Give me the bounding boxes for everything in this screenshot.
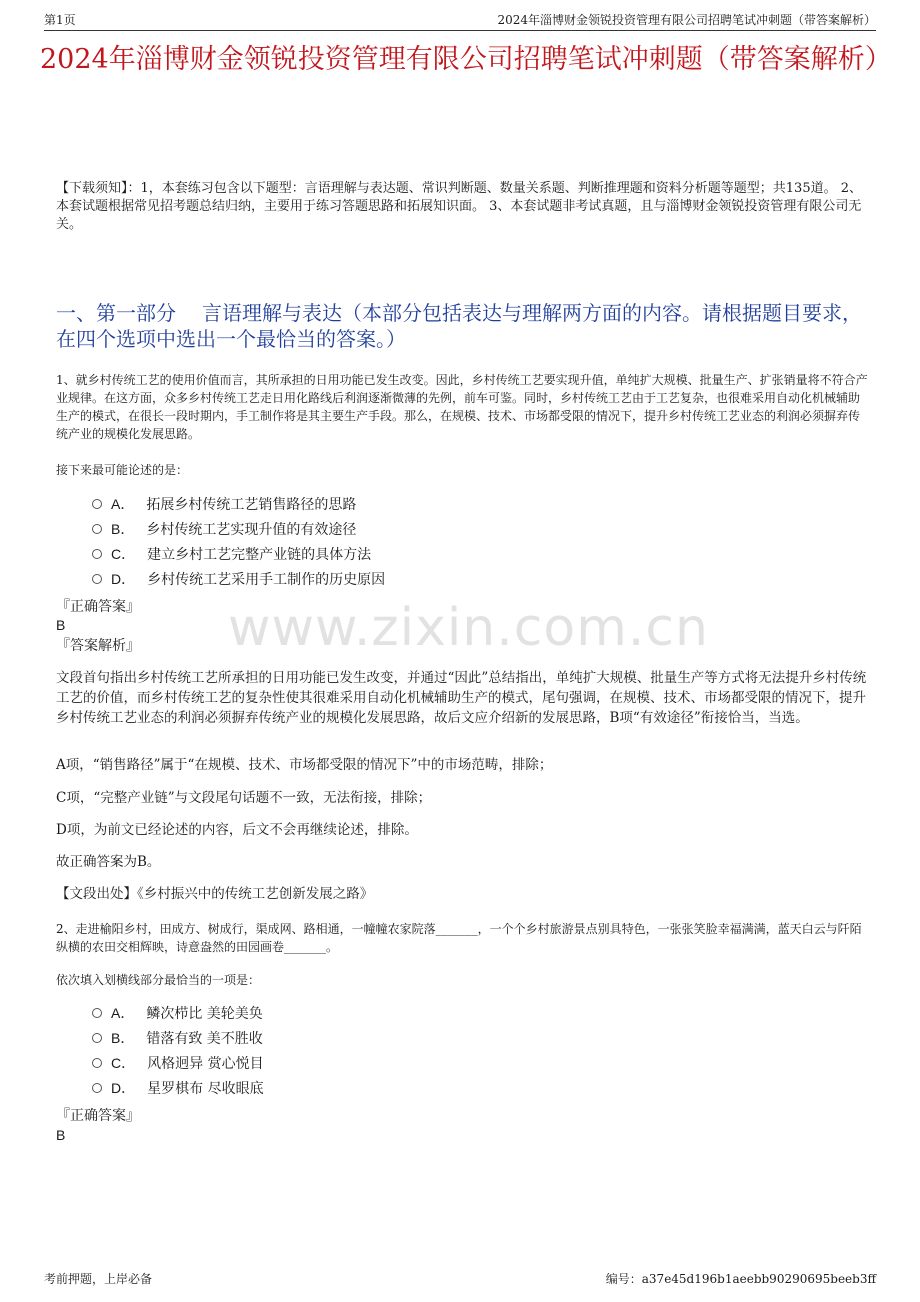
option-letter: B．: [111, 521, 135, 537]
page-header: [44, 12, 876, 31]
correct-answer-value: B: [56, 617, 66, 633]
section-part: 一、第一部分: [56, 301, 176, 325]
analysis-label: 『答案解析』: [56, 638, 140, 654]
radio-icon[interactable]: [92, 524, 102, 534]
footer-doc-id: 编号：a37e45d196b1aeebb90290695beeb3ff: [605, 1272, 876, 1286]
download-notice: 【下载须知】：1，本套练习包含以下题型：言语理解与表达题、常识判断题、数量关系题、判断推理题和资料分析题等题型；共135道。 2、本套试题根据常见招考题总结归纳，主要用于练习答题思路和拓展知识面。 3、本套试题非考试真题，且与淄博财金领锐投资管理有限公司无关。: [56, 181, 862, 232]
option-letter: B．: [111, 1030, 135, 1046]
radio-icon[interactable]: [92, 574, 102, 584]
option-letter: C．: [111, 1055, 136, 1071]
option-text: 鳞次栉比 美轮美奂: [146, 1006, 263, 1022]
option-letter: D．: [111, 1080, 136, 1096]
radio-icon[interactable]: [92, 499, 102, 509]
correct-answer-label: 『正确答案』: [56, 599, 140, 615]
option-d[interactable]: [92, 1078, 512, 1103]
page-number: 第1页: [44, 13, 76, 27]
analysis-option-d: D项，为前文已经论述的内容，后文不会再继续论述，排除。: [56, 822, 418, 838]
option-letter: A．: [111, 1005, 135, 1021]
option-a[interactable]: [92, 1003, 512, 1028]
footer-slogan: 考前押题，上岸必备: [44, 1272, 153, 1286]
option-letter: D．: [111, 571, 136, 587]
option-b[interactable]: [92, 1028, 512, 1053]
watermark: www.zixin.com.cn: [228, 598, 709, 658]
option-b[interactable]: [92, 519, 512, 544]
option-text: 建立乡村工艺完整产业链的具体方法: [147, 547, 372, 563]
option-letter: A．: [111, 496, 135, 512]
question-1-prompt: 接下来最可能论述的是：: [56, 463, 189, 477]
question-2-text: 2、走进榆阳乡村，田成方、树成行，渠成网、路相通，一幢幢农家院落_______，一个个乡村旅游景点别具特色，一张张笑脸幸福满满，蓝天白云与阡陌纵横的农田交相辉映，诗意盎然的田园画卷_______。: [56, 922, 862, 954]
analysis-option-c: C项，“完整产业链”与文段尾句话题不一致，无法衔接，排除；: [56, 790, 432, 806]
analysis-option-a: A项，“销售路径”属于“在规模、技术、市场都受限的情况下”中的市场范畴，排除；: [56, 757, 553, 773]
analysis-paragraph: 文段首句指出乡村传统工艺所承担的日用功能已发生改变，并通过“因此”总结指出，单纯扩大规模、批量生产等方式将无法提升乡村传统工艺的价值，而乡村传统工艺的复杂性使其很难采用自动化机械辅助生产的模式，尾句强调，在规模、技术、市场都受限的情况下，提升乡村传统工艺业态的利润必须摒弃传统产业的规模化发展思路，故后文应介绍新的发展思路，B项“有效途径”衔接恰当，当选。: [56, 670, 867, 726]
option-text: 风格迥异 赏心悦目: [147, 1056, 264, 1072]
passage-source: 【文段出处】《乡村振兴中的传统工艺创新发展之路》: [56, 886, 374, 902]
option-c[interactable]: [92, 1053, 512, 1078]
option-text: 乡村传统工艺采用手工制作的历史原因: [147, 572, 386, 588]
question-2-prompt: 依次填入划横线部分最恰当的一项是：: [56, 973, 261, 987]
option-text: 乡村传统工艺实现升值的有效途径: [146, 522, 357, 538]
radio-icon[interactable]: [92, 1008, 102, 1018]
radio-icon[interactable]: [92, 1083, 102, 1093]
option-d[interactable]: [92, 569, 512, 594]
section-title-text: 言语理解与表达（本部分包括表达与理解两方面的内容。请根据题目要求，在四个选项中选出一个最恰当的答案。）: [56, 301, 862, 351]
analysis-conclusion: 故正确答案为B。: [56, 854, 161, 870]
option-text: 拓展乡村传统工艺销售路径的思路: [146, 497, 357, 513]
correct-answer-value: B: [56, 1127, 66, 1143]
header-title: 2024年淄博财金领锐投资管理有限公司招聘笔试冲刺题（带答案解析）: [497, 13, 876, 27]
option-text: 星罗棋布 尽收眼底: [147, 1081, 264, 1097]
option-a[interactable]: [92, 494, 512, 519]
question-2-options: [92, 1003, 512, 1103]
document-title: 2024年淄博财金领锐投资管理有限公司招聘笔试冲刺题（带答案解析）: [40, 44, 892, 75]
option-letter: C．: [111, 546, 136, 562]
option-c[interactable]: [92, 544, 512, 569]
radio-icon[interactable]: [92, 1033, 102, 1043]
section-heading: [56, 300, 870, 352]
radio-icon[interactable]: [92, 1058, 102, 1068]
question-1-text: 1、就乡村传统工艺的使用价值而言，其所承担的日用功能已发生改变。因此，乡村传统工艺要实现升值，单纯扩大规模、批量生产、扩张销量将不符合产业规律。在这方面，众多乡村传统工艺走日用化路线后利润逐渐微薄的先例，前车可鉴。同时，乡村传统工艺由于工艺复杂，也很难采用自动化机械辅助生产的模式，在很长一段时期内，手工制作将是其主要生产手段。那么，在规模、技术、市场都受限的情况下，提升乡村传统工艺业态的利润必须摒弃传统产业的规模化发展思路。: [56, 373, 868, 441]
question-1-options: [92, 494, 512, 594]
correct-answer-label: 『正确答案』: [56, 1108, 140, 1124]
radio-icon[interactable]: [92, 549, 102, 559]
option-text: 错落有致 美不胜收: [146, 1031, 263, 1047]
